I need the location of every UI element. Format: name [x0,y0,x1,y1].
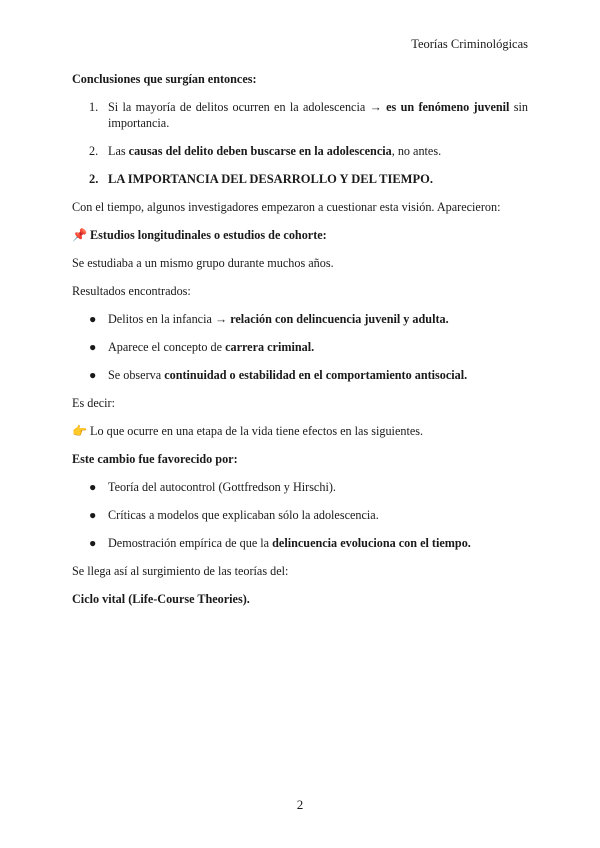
pushpin-icon: 📌 [72,228,88,242]
nota-paragraph: 👉 Lo que ocurre en una etapa de la vida tiene efectos en las siguientes. [72,424,424,438]
list-item: ● Teoría del autocontrol (Gottfredson y Hirschi). [89,480,336,494]
estudios-heading: 📌 Estudios longitudinales o estudios de cohorte: [72,228,327,242]
list-item: ● Se observa continuidad o estabilidad en el comportamiento antisocial. [89,368,468,382]
list-item: 1. Si la mayoría de delitos ocurren en la adolescencia → es un fenómeno juvenil sin importancia. [89,100,528,130]
intro-paragraph: Con el tiempo, algunos investigadores empezaron a cuestionar esta visión. Aparecieron: [72,200,501,214]
estudiaba-paragraph: Se estudiaba a un mismo grupo durante muchos años. [72,256,334,270]
pointing-hand-icon: 👉 [72,424,88,438]
ciclo-vital: Ciclo vital (Life-Course Theories). [72,592,250,606]
favorecido-heading: Este cambio fue favorecido por: [72,452,238,466]
conclusiones-list [72,99,528,159]
resultados-list [72,311,528,383]
list-item: ● Aparece el concepto de carrera criminal. [89,340,315,354]
list-item: ● Demostración empírica de que la delincuencia evoluciona con el tiempo. [89,536,471,550]
conclusiones-heading: Conclusiones que surgían entonces: [72,72,257,86]
list-item: ● Críticas a modelos que explicaban sólo la adolescencia. [89,508,379,522]
page-number: 2 [296,797,304,812]
list-item: 2. Las causas del delito deben buscarse en la adolescencia, no antes. [89,144,442,158]
resultados-label: Resultados encontrados: [72,284,191,298]
favorecido-list [72,479,528,551]
running-header: Teorías Criminológicas [411,37,528,51]
section-heading: 2. LA IMPORTANCIA DEL DESARROLLO Y DEL TIEMPO. [89,172,433,186]
es-decir: Es decir: [72,396,115,410]
list-item: ● Delitos en la infancia → relación con delincuencia juvenil y adulta. [89,312,449,326]
llega-paragraph: Se llega así al surgimiento de las teorías del: [72,564,289,578]
page-body [72,71,528,619]
